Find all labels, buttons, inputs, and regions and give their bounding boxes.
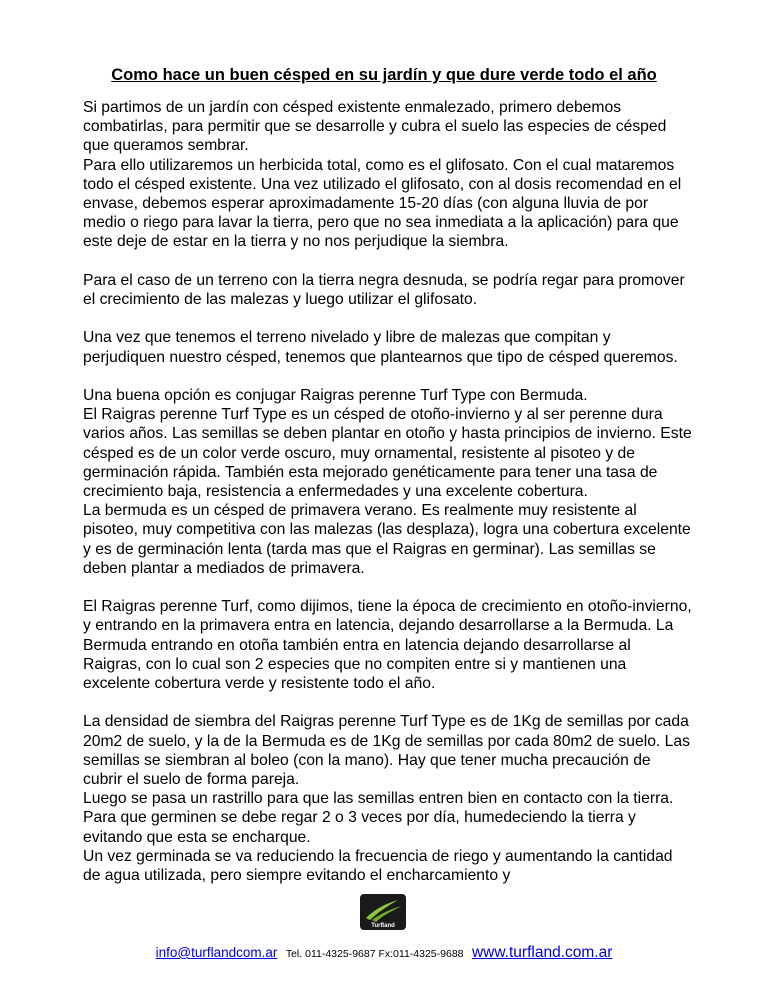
paragraph: El Raigras perenne Turf, como dijimos, tiene la época de crecimiento en otoño-invierno, y entrando en la primavera entra en latencia, dejando desarrollarse a la Bermuda. La Bermuda entrando en otoña también entra en latencia dejando desarrollarse al Raigras, con lo cual son 2 especies que no compiten entre si y mantienen una excelente cobertura verde y resistente todo el año. (83, 598, 692, 693)
paragraph: Si partimos de un jardín con césped existente enmalezado, primero debemos combatirlas, para permitir que se desarrolle y cubra el suelo las especies de césped que queramos sembrar. Para ello utilizaremos un herbicida total, como es el glifosato. Con el cual mataremos todo el césped existente. Una vez utilizado el glifosato, con al dosis recomendad en el envase, debemos esperar aproximadamente 15-20 días (con alguna lluvia de por medio o riego para lavar la tierra, pero que no sea inmediata a la aplicación) para que este deje de estar en la tierra y no nos perjudique la siembra. (83, 99, 682, 251)
email-link[interactable]: info@turflandcom.ar (155, 945, 278, 960)
document-title: Como hace un buen césped en su jardín y que dure verde todo el año (111, 66, 657, 84)
turfland-logo (360, 894, 406, 930)
footer (0, 944, 768, 962)
phone-text: Tel. 011-4325-9687 Fx:011-4325-9688 (285, 948, 464, 960)
paragraph: Una vez que tenemos el terreno nivelado y libre de malezas que compitan y perjudiquen nuestro césped, tenemos que plantearnos que tipo de césped queremos. (83, 329, 678, 366)
paragraph: La densidad de siembra del Raigras perenne Turf Type es de 1Kg de semillas por cada 20m2 de suelo, y la de la Bermuda es de 1Kg de semillas por cada 80m2 de suelo. Las semillas se siembran al boleo (con la mano). Hay que tener mucha precaución de cubrir el suelo de forma pareja. Luego se pasa un rastrillo para que las semillas entren bien en contacto con la tierra. Para que germinen se debe regar 2 o 3 veces por día, humedeciendo la tierra y evitando que esta se encharque. Un vez germinada se va reduciendo la frecuencia de riego y aumentando la cantidad de agua utilizada, pero siempre evitando el encharcamiento y (83, 713, 690, 885)
document-body (83, 98, 693, 904)
paragraph: Para el caso de un terreno con la tierra negra desnuda, se podría regar para promover el crecimiento de las malezas y luego utilizar el glifosato. (83, 271, 685, 309)
paragraph: Una buena opción es conjugar Raigras perenne Turf Type con Bermuda. El Raigras perenne Turf Type es un césped de otoño-invierno y al ser perenne dura varios años. Las semillas se deben plantar en otoño y hasta principios de invierno. Este césped es de un color verde oscuro, muy ornamental, resistente al pisoteo y de germinación rápida. También esta mejorado genéticamente para tener una tasa de crecimiento baja, resistencia a enfermedades y una excelente cobertura. La bermuda es un césped de primavera verano. Es realmente muy resistente al pisoteo, muy competitiva con las malezas (las desplaza), logra una cobertura excelente y es de germinación lenta (tarda mas que el Raigras en germinar). Las semillas se deben plantar a mediados de primavera. (83, 387, 692, 577)
website-link[interactable]: www.turfland.com.ar (471, 944, 613, 961)
svg-text:Turfland: Turfland (371, 923, 395, 929)
